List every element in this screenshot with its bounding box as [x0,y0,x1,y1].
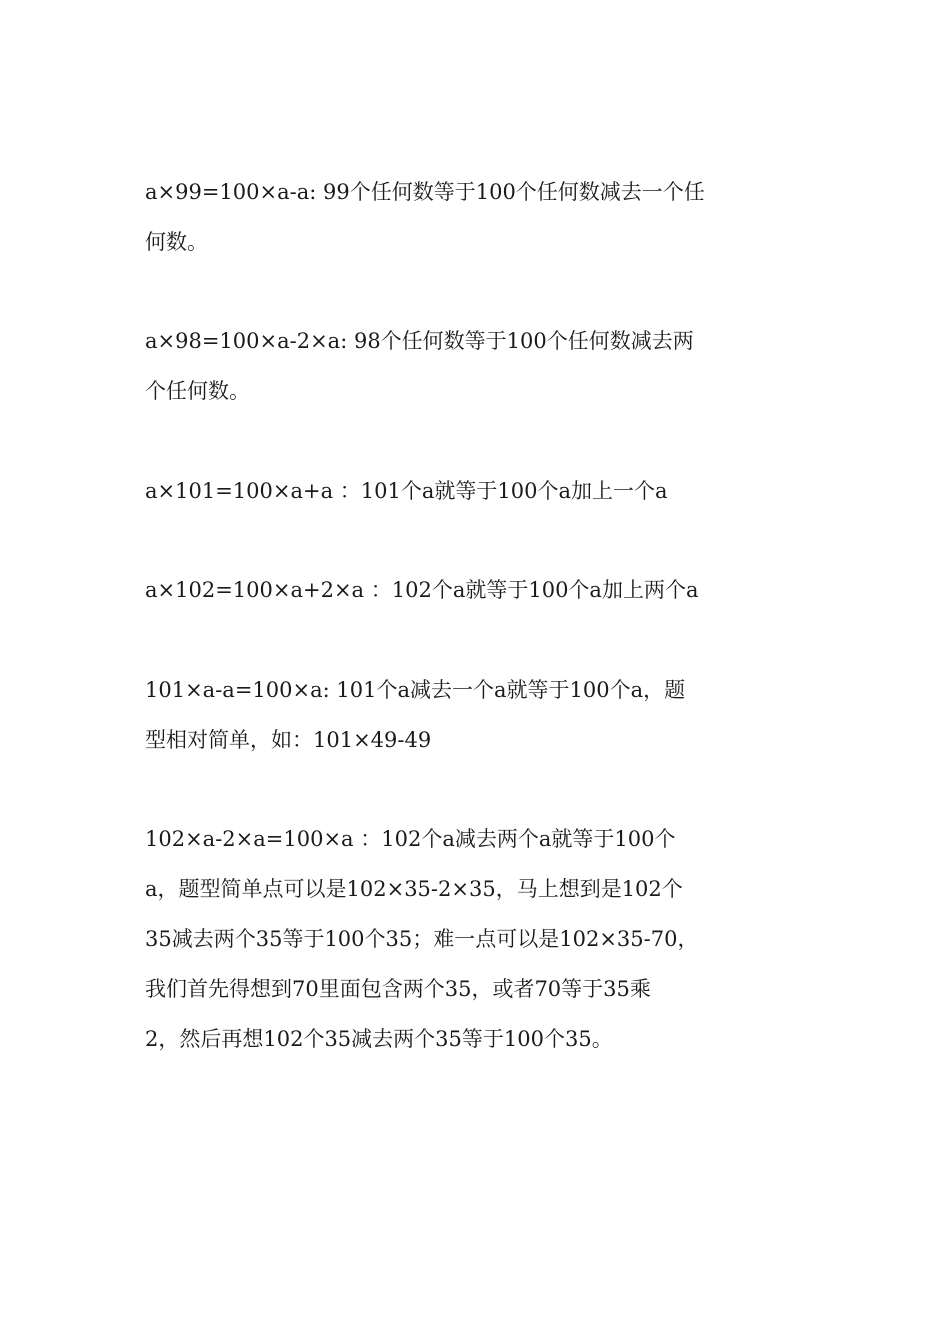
text-line: 101×a-a=100×a: 101个a减去一个a就等于100个a，题 [145,678,686,702]
text-line: 35减去两个35等于100个35；难一点可以是102×35-70， [145,927,699,951]
text-line: a×99=100×a-a: 99个任何数等于100个任何数减去一个任 [145,180,705,204]
text-line: 个任何数。 [145,379,250,403]
text-line: a×101=100×a+a ：101个a就等于100个a加上一个a [145,479,668,503]
paragraph-a-times-101 [145,466,810,516]
text-line: 型相对简单，如：101×49-49 [145,728,432,752]
paragraph-a-times-99 [145,167,810,267]
text-line: a，题型简单点可以是102×35-2×35，马上想到是102个 [145,877,683,901]
text-line: 我们首先得想到70里面包含两个35，或者70等于35乘 [145,977,651,1001]
text-line: a×98=100×a-2×a: 98个任何数等于100个任何数减去两 [145,329,694,353]
text-line: a×102=100×a+2×a ：102个a就等于100个a加上两个a [145,578,699,602]
paragraph-a-times-102 [145,565,810,615]
paragraph-102a-minus-2a [145,814,810,1064]
paragraph-101a-minus-a [145,665,810,765]
text-line: 102×a-2×a=100×a ：102个a减去两个a就等于100个 [145,827,676,851]
paragraph-a-times-98 [145,316,810,416]
text-line: 2，然后再想102个35减去两个35等于100个35。 [145,1027,613,1051]
text-line: 何数。 [145,230,208,254]
